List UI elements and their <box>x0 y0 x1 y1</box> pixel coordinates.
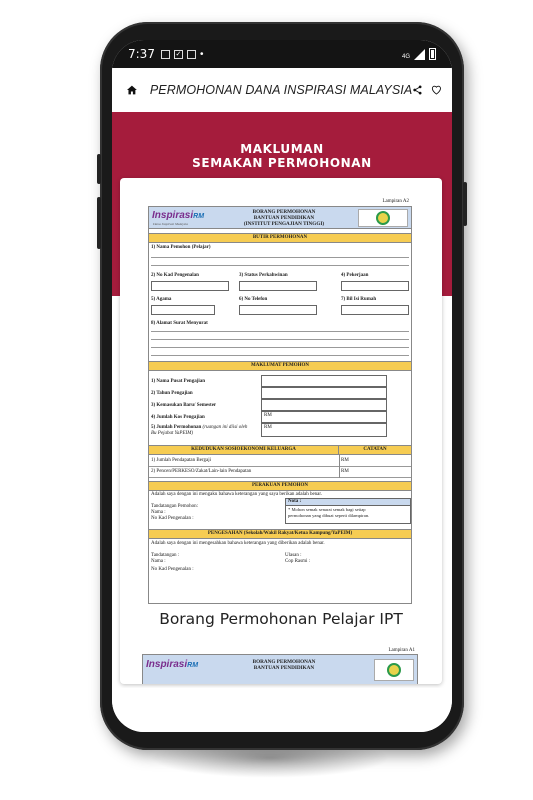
form-preview-image-2 <box>142 648 418 684</box>
yapeim-seal-icon-2 <box>374 659 414 681</box>
line <box>151 265 409 266</box>
sosio-rm-1: RM <box>341 458 349 463</box>
lampiran-label: Lampiran A2 <box>382 199 409 204</box>
share-icon[interactable] <box>412 79 423 101</box>
screen-bottom <box>112 688 452 732</box>
sosio-rm-2: RM <box>341 469 349 474</box>
form-header <box>149 207 411 229</box>
box-pekerjaan <box>341 281 409 291</box>
banner-title <box>112 142 452 170</box>
power-button <box>463 182 467 226</box>
perakuan-nama: Nama : <box>151 510 166 515</box>
phone-frame <box>100 22 464 750</box>
field-kad: 2) No Kad Pengenalan <box>151 273 199 278</box>
section-pengesahan: PENGESAHAN (Sekolah/Wakil Rakyat/Ketua Kampung/YaPEIM) <box>149 529 411 539</box>
section-kedudukan: KEDUDUKAN SOSIOEKONOMI KELUARGA <box>149 445 339 455</box>
field-bil-isi: 7) Bil Isi Rumah <box>341 297 377 302</box>
perakuan-statement: Adalah saya dengan ini mengaku bahawa keterangan yang saya berikan adalah benar. <box>151 492 323 497</box>
perakuan-kad: No Kad Pengenalan : <box>151 516 194 521</box>
sosio-row-2: 2) Pencen/PERKESO/Zakat/Lain-lain Pendapatan <box>151 469 252 474</box>
network-label: 4G <box>401 54 410 60</box>
banner-line-2: SEMAKAN PERMOHONAN <box>192 156 372 170</box>
line <box>151 331 409 332</box>
status-bar <box>112 40 452 68</box>
field-jumlah-note: Bu Pejabat YaPEIM) <box>151 431 194 436</box>
field-telefon: 6) No Telefon <box>239 297 268 302</box>
app-bar <box>112 68 452 112</box>
check-notification-icon: ✓ <box>175 50 182 58</box>
section-maklumat: MAKLUMAT PEMOHON <box>149 361 411 371</box>
battery-icon <box>429 48 436 60</box>
favorite-heart-icon[interactable] <box>431 79 442 101</box>
sosio-row-1: 1) Jumlah Pendapatan Bergaji <box>151 458 212 463</box>
field-alamat: 8) Alamat Surat Menyurat <box>151 321 208 326</box>
box-telefon <box>239 305 317 315</box>
field-nama: 1) Nama Pemohon (Pelajar) <box>151 245 211 250</box>
nota-title: Nota : <box>286 499 410 506</box>
form2-heading: BORANG PERMOHONAN BANTUAN PENDIDIKAN <box>252 659 316 671</box>
status-time: 7:37 <box>128 47 155 61</box>
logo-tagline: Dana Inspirasi Malaysia <box>153 222 188 226</box>
section-perakuan: PERAKUAN PEMOHON <box>149 481 411 491</box>
nota-body: * Mohon semak senarai semak bagi setiap permohonan yang dibuat seperti dilampiran. <box>288 507 370 518</box>
item-caption: Borang Permohonan Pelajar IPT <box>159 610 403 628</box>
signal-icon <box>414 49 425 60</box>
box-kad <box>151 281 229 291</box>
field-pusat: 1) Nama Pusat Pengajian <box>151 379 206 384</box>
inspirasi-logo: InspirasiRM <box>152 210 205 221</box>
box-kemasukan <box>261 399 387 411</box>
field-status: 3) Status Perkahwinan <box>239 273 288 278</box>
box-agama <box>151 305 215 315</box>
line <box>151 257 409 258</box>
field-tahun: 2) Tahun Pengajian <box>151 391 193 396</box>
app-title: PERMOHONAN DANA INSPIRASI MALAYSIA <box>149 83 413 97</box>
box-pusat <box>261 375 387 387</box>
box-tahun <box>261 387 387 399</box>
line <box>149 477 411 478</box>
field-kemasukan: 3) Kemasukan Baru/ Semester <box>151 403 217 408</box>
catatan-divider <box>339 455 340 478</box>
field-pekerjaan: 4) Pekerjaan <box>341 273 369 278</box>
field-agama: 5) Agama <box>151 297 172 302</box>
pengesahan-nama: Nama : <box>151 559 166 564</box>
line <box>151 339 409 340</box>
box-jumlah: RM <box>261 423 387 437</box>
mail-notification-icon <box>187 50 196 59</box>
box-status <box>239 281 317 291</box>
field-kos: 4) Jumlah Kos Pengajian <box>151 415 205 420</box>
notification-icon <box>161 50 170 59</box>
section-butir: BUTIR PERMOHONAN <box>149 233 411 243</box>
yapeim-seal-icon <box>358 209 408 227</box>
pengesahan-tandatangan: Tandatangan : <box>151 553 180 558</box>
line <box>149 466 411 467</box>
section-catatan: CATATAN <box>339 445 411 455</box>
pengesahan-kad: No Kad Pengenalan : <box>151 567 194 572</box>
form-preview-image <box>148 199 412 604</box>
line <box>151 347 409 348</box>
nota-box <box>285 498 411 524</box>
volume-button-2 <box>97 197 101 249</box>
line <box>151 355 409 356</box>
volume-button <box>97 154 101 184</box>
status-right <box>402 48 436 60</box>
pengesahan-statement: Adalah saya dengan ini mengesahkan bahawa keterangan yang diberikan adalah benar. <box>151 541 325 546</box>
box-kos: RM <box>261 411 387 423</box>
phone-screen <box>112 40 452 732</box>
pengesahan-cop: Cop Rasmi : <box>285 559 311 564</box>
field-jumlah-mohon: 5) Jumlah Permohonan (ruangan ini diisi oleh <box>151 425 248 430</box>
box-bil-isi <box>341 305 409 315</box>
pengesahan-ulasan: Ulasan : <box>285 553 302 558</box>
banner-line-1: MAKLUMAN <box>240 142 324 156</box>
perakuan-tandatangan: Tandatangan Pemohon: <box>151 504 198 509</box>
home-icon[interactable] <box>126 78 138 102</box>
lampiran-label-2: Lampiran A1 <box>388 648 415 653</box>
inspirasi-logo-2: InspirasiRM <box>146 659 199 670</box>
content-card[interactable] <box>120 178 442 684</box>
more-dots-icon: • <box>199 48 204 60</box>
form-heading: BORANG PERMOHONAN BANTUAN PENDIDIKAN (INSTITUT PENGAJIAN TINGGI) <box>243 209 325 227</box>
